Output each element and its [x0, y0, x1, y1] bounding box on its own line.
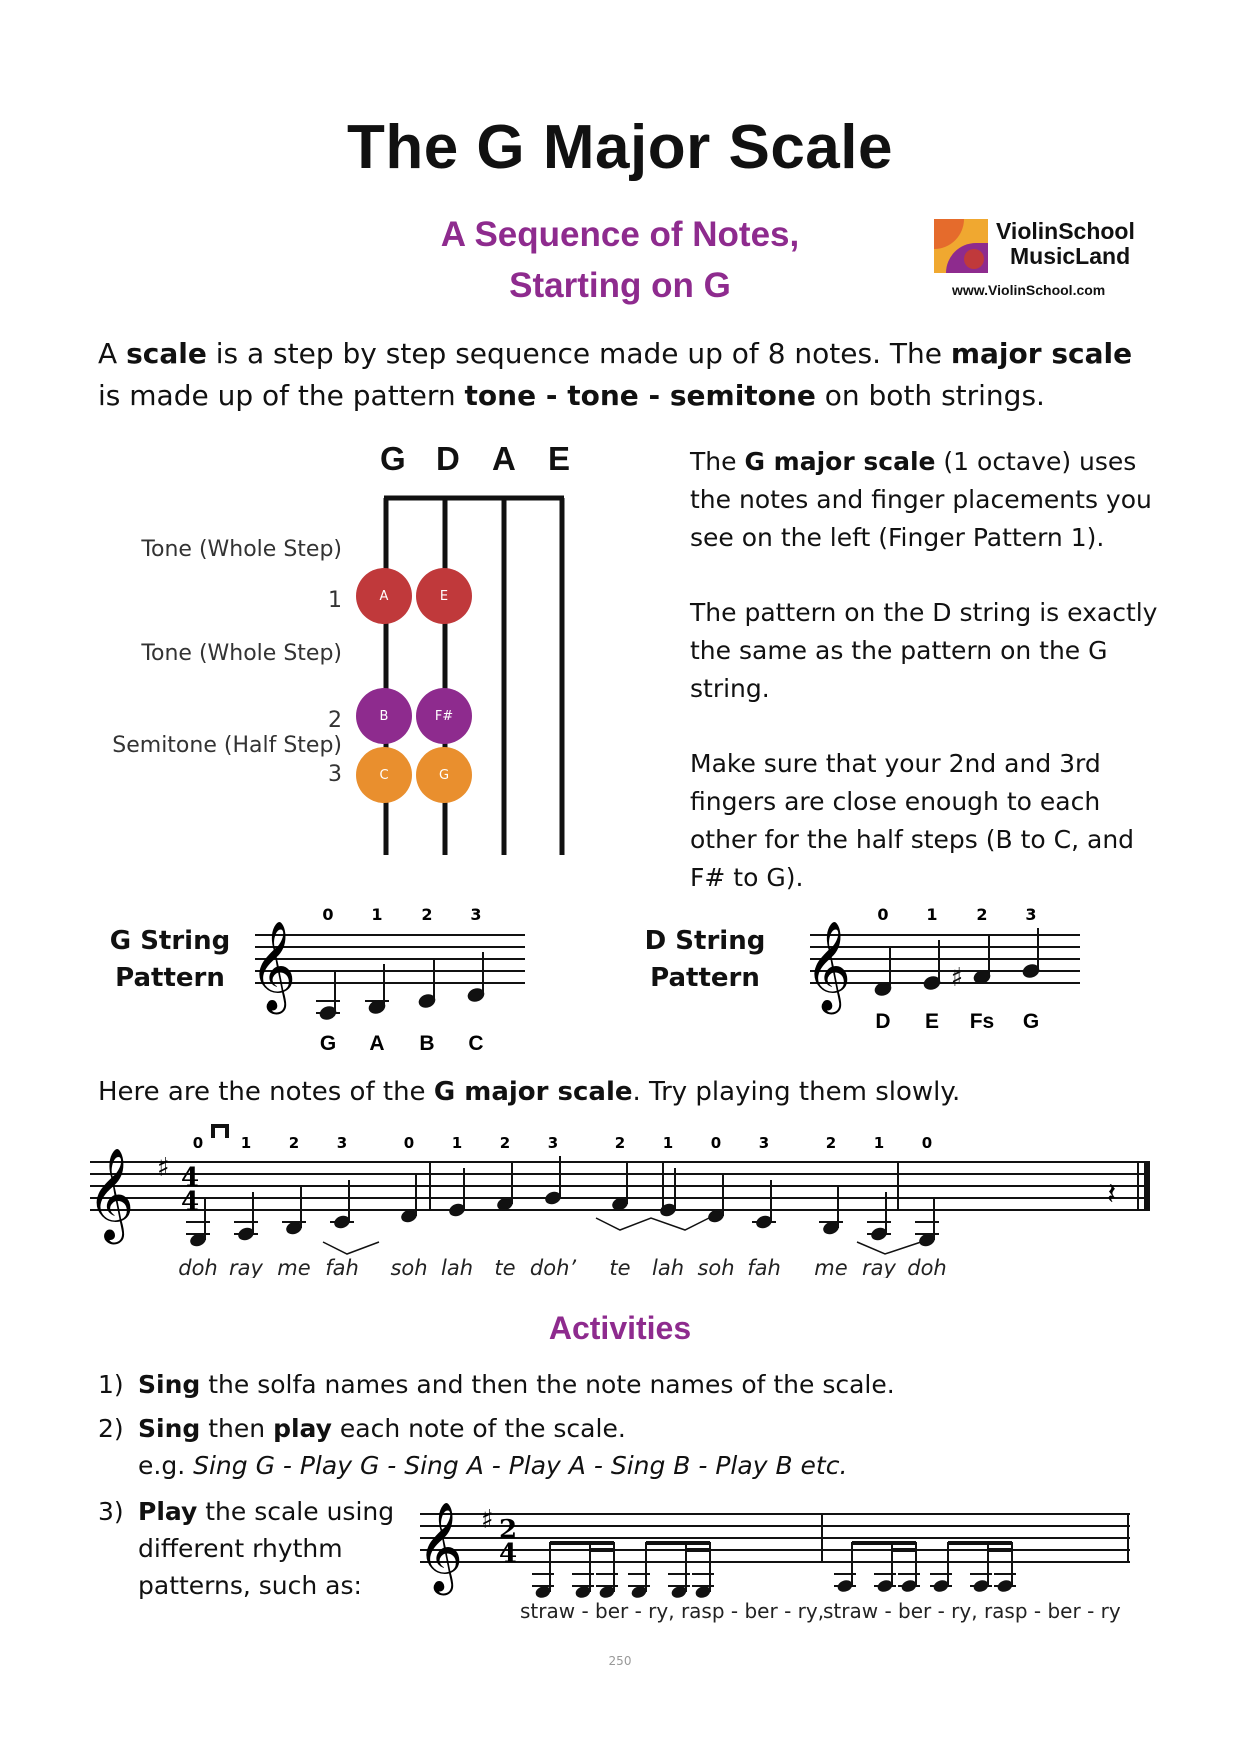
finger-label: 3 — [547, 1134, 559, 1152]
string-name-e: E — [548, 440, 571, 477]
activity-bold: play — [273, 1414, 332, 1443]
activity-number: 1) — [98, 1370, 124, 1399]
time-signature-bottom: 4 — [181, 1187, 200, 1217]
string-name-g: G — [380, 440, 406, 477]
finger-label: 1 — [240, 1134, 252, 1152]
treble-clef-icon: 𝄞 — [87, 1147, 135, 1240]
finger-label: 0 — [322, 905, 334, 924]
finger-label: 1 — [873, 1134, 885, 1152]
d-pattern-title-line2: Pattern — [650, 963, 760, 993]
finger-label: 3 — [336, 1134, 348, 1152]
beam — [686, 1548, 710, 1552]
finger-number-3: 3 — [328, 762, 342, 787]
solfa-label: ray — [229, 1256, 263, 1278]
time-signature-top: 2 — [499, 1515, 518, 1545]
time-signature-bottom: 4 — [499, 1539, 518, 1569]
finger-label: 3 — [470, 905, 482, 924]
solfa-label: doh — [907, 1256, 947, 1278]
note-name: G — [1022, 1010, 1040, 1033]
activity-number: 3) — [98, 1497, 124, 1526]
beam — [892, 1548, 916, 1552]
activity-text: each note of the scale. — [331, 1414, 626, 1443]
d-pattern-title-line1: D String — [644, 926, 766, 956]
finger-label: 3 — [1025, 905, 1037, 924]
solfa-label: te — [494, 1256, 516, 1278]
note-name: B — [419, 1032, 435, 1055]
note-name: E — [924, 1010, 940, 1033]
scale-intro-text: Here are the notes of the — [98, 1077, 434, 1107]
final-bar-line — [1144, 1162, 1150, 1210]
activity-3 — [98, 1493, 394, 1604]
beam — [948, 1541, 1012, 1545]
solfa-label: ray — [862, 1256, 896, 1278]
solfa-label: soh — [697, 1256, 735, 1278]
note-name: C — [468, 1032, 484, 1055]
solfa-label: te — [609, 1256, 631, 1278]
finger-number-2: 2 — [328, 708, 342, 733]
time-signature-top: 4 — [181, 1163, 200, 1193]
side-paragraph-1 — [690, 443, 1160, 557]
rhythm-lyrics-bar2: straw - ber - ry, rasp - ber - ry — [823, 1599, 1121, 1623]
g-pattern-title-line1: G String — [109, 926, 231, 956]
note-name: G — [319, 1032, 337, 1055]
intro-paragraph — [98, 333, 1158, 417]
finger-label: 0 — [877, 905, 889, 924]
finger-label: 2 — [421, 905, 433, 924]
sharp-icon: ♯ — [950, 963, 964, 993]
finger-label: 0 — [921, 1134, 933, 1152]
finger-label: 0 — [710, 1134, 722, 1152]
finger-label: 2 — [825, 1134, 837, 1152]
scale-intro-bold: G major scale — [433, 1077, 633, 1107]
g-major-scale-staff — [85, 1118, 1165, 1278]
activity-bold: Sing — [138, 1370, 201, 1399]
brand-name-line2: MusicLand — [1010, 243, 1131, 269]
intro-text: is made up of the pattern — [98, 379, 465, 412]
d-pattern-staff — [795, 900, 1095, 1040]
rhythm-lyrics-bar1: straw - ber - ry, rasp - ber - ry, — [520, 1599, 825, 1623]
key-signature-sharp-icon: ♯ — [481, 1505, 494, 1535]
brand-name-line1: ViolinSchool — [996, 218, 1135, 244]
side-text — [690, 443, 1160, 934]
finger-dot-g: G — [416, 747, 472, 803]
finger-dot-c: C — [356, 747, 412, 803]
subtitle-line1: A Sequence of Notes, — [440, 215, 800, 254]
interval-label-tone-2: Tone (Whole Step) — [141, 641, 342, 666]
side-text-span: (1 octave) uses the notes and finger placements you see on the left (Finger Pattern 1). — [690, 447, 1152, 552]
finger-label: 3 — [758, 1134, 770, 1152]
note-name: Fs — [969, 1010, 995, 1033]
scale-intro-text: . Try playing them slowly. — [632, 1077, 961, 1107]
treble-clef-icon: 𝄞 — [417, 1502, 464, 1592]
intro-text: is a step by step sequence made up of 8 notes. The — [206, 337, 951, 370]
solfa-label: me — [277, 1256, 311, 1278]
activity-bold: Play — [138, 1497, 198, 1526]
solfa-label: doh — [178, 1256, 218, 1278]
activity-number: 2) — [98, 1414, 124, 1443]
finger-label: 1 — [662, 1134, 674, 1152]
g-pattern-title — [105, 923, 235, 997]
activity-text: then — [200, 1414, 274, 1443]
side-text-span: The — [690, 447, 745, 476]
activity-text: different rhythm — [138, 1534, 343, 1563]
activity-bold: Sing — [138, 1414, 201, 1443]
beam — [646, 1541, 710, 1545]
treble-clef-icon: 𝄞 — [250, 921, 297, 1011]
finger-label: 0 — [403, 1134, 415, 1152]
activity-text: the solfa names and then the note names of the scale. — [200, 1370, 895, 1399]
solfa-label: soh — [390, 1256, 428, 1278]
subtitle-line2: Starting on G — [509, 266, 731, 305]
intro-bold-scale: scale — [126, 337, 207, 370]
interval-label-semitone: Semitone (Half Step) — [112, 733, 342, 758]
brand-logo — [934, 219, 988, 277]
brand-url[interactable]: www.ViolinSchool.com — [952, 282, 1106, 298]
scale-intro — [98, 1077, 960, 1107]
note-name: A — [369, 1032, 385, 1055]
solfa-label: lah — [440, 1256, 474, 1278]
intro-bold-major-scale: major scale — [950, 337, 1133, 370]
g-pattern-staff — [240, 900, 540, 1060]
finger-label: 2 — [976, 905, 988, 924]
solfa-label: fah — [747, 1256, 781, 1278]
string-name-d: D — [436, 440, 460, 477]
finger-label: 2 — [288, 1134, 300, 1152]
finger-label: 1 — [926, 905, 938, 924]
finger-label: 1 — [451, 1134, 463, 1152]
page-number: 250 — [608, 1654, 632, 1668]
activity-eg: e.g. — [138, 1451, 194, 1480]
finger-label: 1 — [371, 905, 383, 924]
interval-label-tone-1: Tone (Whole Step) — [141, 537, 342, 562]
staff-lines — [420, 1514, 1130, 1562]
activity-1 — [98, 1366, 895, 1403]
d-pattern-title — [640, 923, 770, 997]
fingerboard-diagram — [370, 490, 590, 860]
solfa-label: doh’ — [529, 1256, 577, 1278]
solfa-label: fah — [325, 1256, 359, 1278]
finger-dot-e: E — [416, 568, 472, 624]
intro-text: A — [98, 337, 127, 370]
finger-dot-a: A — [356, 568, 412, 624]
activities-title: Activities — [548, 1310, 692, 1346]
note-name: D — [875, 1010, 891, 1033]
side-paragraph-2: The pattern on the D string is exactly the same as the pattern on the G string. — [690, 598, 1158, 703]
side-paragraph-3: Make sure that your 2nd and 3rd fingers are close enough to each other for the half steps (B to C, and F# to G). — [690, 749, 1135, 892]
beam — [988, 1548, 1012, 1552]
finger-dot-fsharp: F# — [416, 688, 472, 744]
activity-2 — [98, 1410, 847, 1484]
quarter-rest-icon: 𝄽 — [1107, 1177, 1117, 1212]
finger-label: 2 — [614, 1134, 626, 1152]
intro-text: on both strings. — [815, 379, 1045, 412]
finger-label: 2 — [499, 1134, 511, 1152]
solfa-label: me — [814, 1256, 848, 1278]
treble-clef-icon: 𝄞 — [805, 921, 852, 1011]
activity-example: Sing G - Play G - Sing A - Play A - Sing B - Play B etc. — [193, 1451, 848, 1480]
page-title: The G Major Scale — [346, 113, 893, 182]
beam — [590, 1548, 614, 1552]
string-name-a: A — [492, 440, 516, 477]
activity-text: the scale using — [197, 1497, 395, 1526]
g-pattern-title-line2: Pattern — [115, 963, 225, 993]
intro-bold-pattern: tone - tone - semitone — [464, 379, 816, 412]
key-signature-sharp-icon: ♯ — [157, 1153, 170, 1183]
beam — [852, 1541, 916, 1545]
finger-label: 0 — [192, 1134, 204, 1152]
beam — [550, 1541, 614, 1545]
brand-logo-icon — [934, 219, 988, 273]
activity-text: patterns, such as: — [138, 1571, 362, 1600]
finger-dot-b: B — [356, 688, 412, 744]
solfa-label: lah — [651, 1256, 685, 1278]
brand-name — [996, 219, 1135, 269]
rhythm-pattern-staff — [415, 1490, 1135, 1630]
finger-number-1: 1 — [328, 588, 342, 613]
side-text-bold: G major scale — [744, 447, 936, 476]
down-bow-icon — [213, 1124, 227, 1138]
